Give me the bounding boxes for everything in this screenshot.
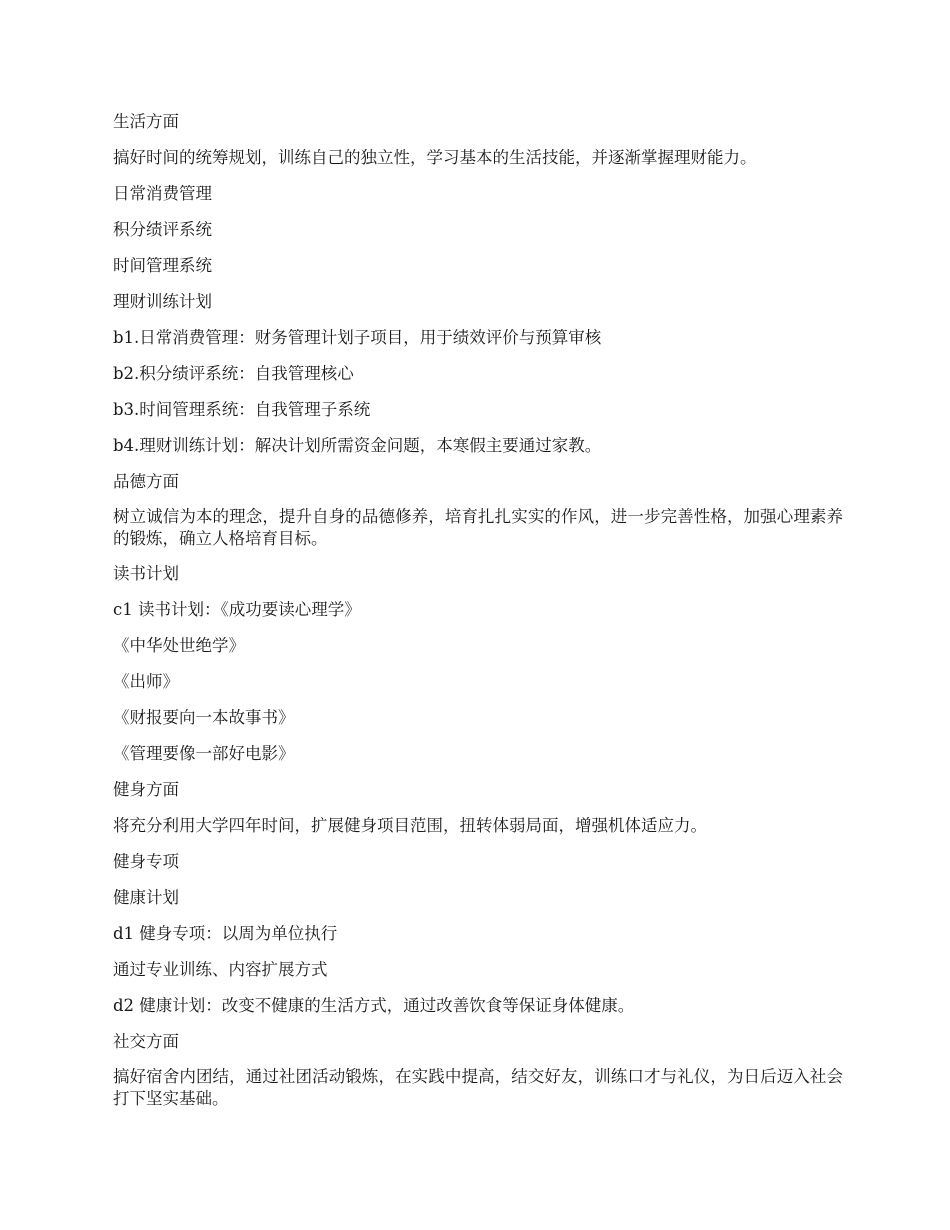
list-item: d1 健身专项：以周为单位执行 [113, 924, 338, 943]
list-item: 健身专项 [113, 852, 179, 871]
list-item: 通过专业训练、内容扩展方式 [113, 960, 328, 979]
list-item: 时间管理系统 [113, 256, 212, 275]
list-item: 积分绩评系统 [113, 220, 212, 239]
section-heading-reading: 读书计划 [113, 564, 179, 583]
list-item: b3.时间管理系统：自我管理子系统 [113, 400, 371, 419]
list-item: 《出师》 [113, 672, 179, 691]
section-heading-character: 品德方面 [113, 472, 179, 491]
section-heading-social: 社交方面 [113, 1032, 179, 1051]
paragraph: 将充分利用大学四年时间，扩展健身项目范围，扭转体弱局面，增强机体适应力。 [113, 816, 707, 835]
list-item: b1.日常消费管理：财务管理计划子项目，用于绩效评价与预算审核 [113, 328, 602, 347]
document-body [113, 110, 843, 1122]
list-item: b2.积分绩评系统：自我管理核心 [113, 364, 354, 383]
paragraph: 搞好时间的统筹规划，训练自己的独立性，学习基本的生活技能，并逐渐掌握理财能力。 [113, 148, 757, 167]
list-item: 理财训练计划 [113, 292, 212, 311]
list-item: 健康计划 [113, 888, 179, 907]
section-heading-fitness: 健身方面 [113, 780, 179, 799]
section-heading-life: 生活方面 [113, 112, 179, 131]
list-item: d2 健康计划：改变不健康的生活方式，通过改善饮食等保证身体健康。 [113, 996, 635, 1015]
list-item: 日常消费管理 [113, 184, 212, 203]
paragraph: 搞好宿舍内团结，通过社团活动锻炼，在实践中提高，结交好友，训练口才与礼仪，为日后迈入社会打下坚实基础。 [113, 1067, 843, 1108]
list-item: 《财报要向一本故事书》 [113, 708, 295, 727]
list-item: b4.理财训练计划：解决计划所需资金问题，本寒假主要通过家教。 [113, 436, 602, 455]
list-item: 《中华处世绝学》 [113, 636, 245, 655]
list-item: c1 读书计划：《成功要读心理学》 [113, 600, 361, 619]
paragraph: 树立诚信为本的理念，提升自身的品德修养，培育扎扎实实的作风，进一步完善性格，加强心理素养的锻炼，确立人格培育目标。 [113, 507, 843, 548]
list-item: 《管理要像一部好电影》 [113, 744, 295, 763]
